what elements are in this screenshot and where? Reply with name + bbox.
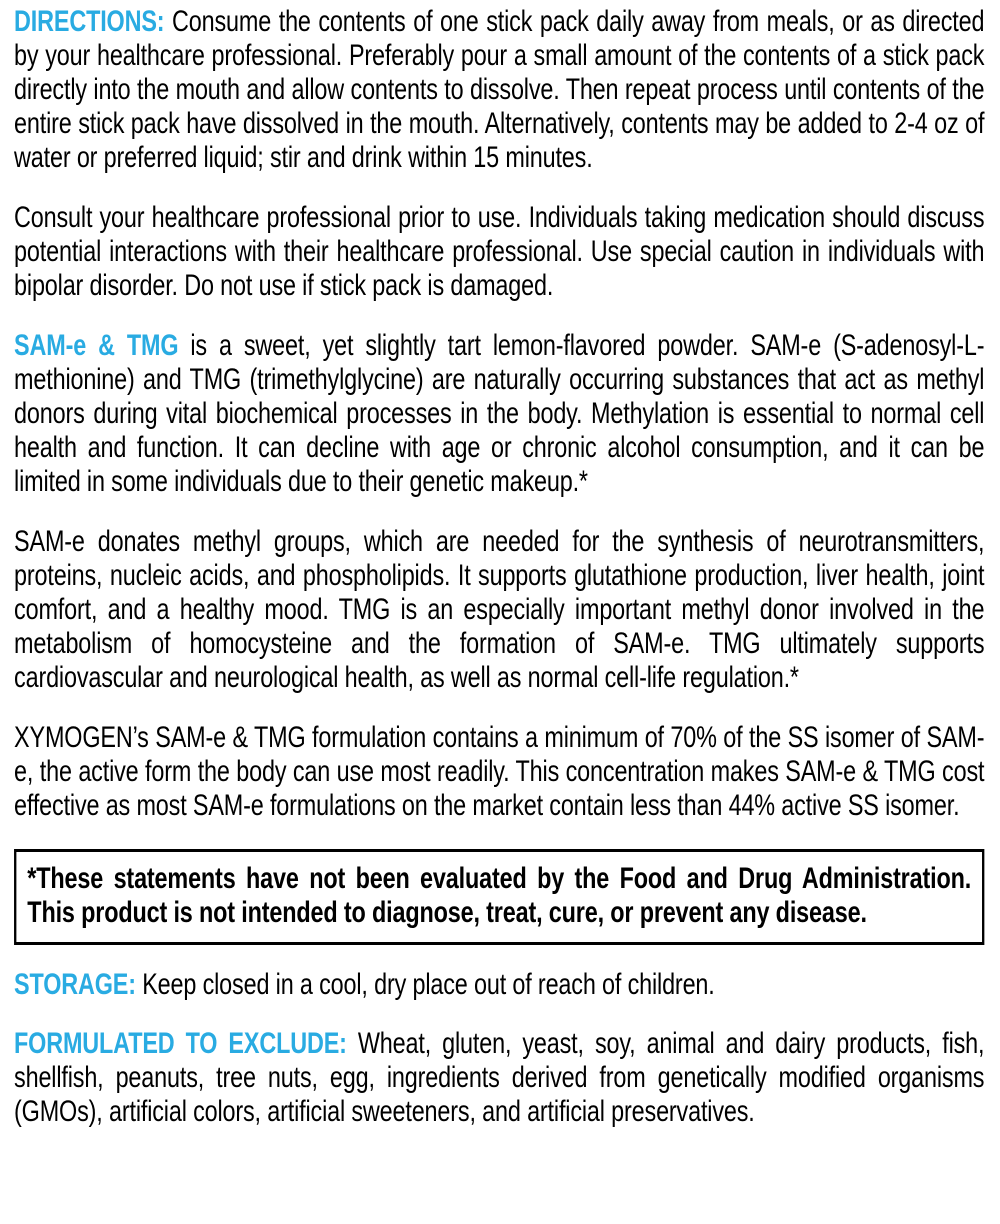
storage-heading: STORAGE: [14, 968, 136, 1001]
formulated-to-exclude-heading: FORMULATED TO EXCLUDE: [14, 1027, 347, 1060]
fda-disclaimer-box [14, 849, 984, 945]
directions-text: Consume the contents of one stick pack daily away from meals, or as directed by your healthcare professional. Preferably pour a small amount of the contents of a stick pack directly into the mouth and allow contents to dissolve. Then repeat process until contents of the entire stick pack have dissolved in the mouth. Alternatively, contents may be added to 2-4 oz of water or preferred liquid; stir and drink within 15 minutes. [14, 5, 985, 174]
product-name-heading: SAM-e & TMG [14, 329, 179, 362]
formulated-to-exclude-text: Wheat, gluten, yeast, soy, animal and dairy products, fish, shellfish, peanuts, tree nuts, egg, ingredients derived from genetically modified organisms (GMOs), artificial colors, artificial sweeteners, and artificial preservatives. [14, 1027, 985, 1128]
product-description-paragraph [14, 329, 984, 499]
storage-text: Keep closed in a cool, dry place out of reach of children. [142, 968, 715, 1001]
consult-paragraph [14, 201, 984, 303]
formulation-text: XYMOGEN’s SAM-e & TMG formulation contains a minimum of 70% of the SS isomer of SAM-e, the active form the body can use most readily. This concentration makes SAM-e & TMG cost effective as most SAM-e formulations on the market contain less than 44% active SS isomer. [14, 721, 985, 822]
formulation-paragraph [14, 721, 984, 823]
same-benefits-paragraph [14, 525, 984, 695]
formulated-to-exclude-paragraph [14, 1027, 984, 1129]
directions-paragraph [14, 5, 984, 175]
same-benefits-text: SAM-e donates methyl groups, which are needed for the synthesis of neurotransmitters, proteins, nucleic acids, and phospholipids. It supports glutathione production, liver health, joint comfort, and a healthy mood. TMG is an especially important methyl donor involved in the metabolism of homocysteine and the formation of SAM-e. TMG ultimately supports cardiovascular and neurological health, as well as normal cell-life regulation.* [14, 525, 985, 694]
fda-disclaimer-text: *These statements have not been evaluated by the Food and Drug Administration. This product is not intended to diagnose, treat, cure, or prevent any disease. [27, 862, 972, 929]
product-description-text: is a sweet, yet slightly tart lemon-flavored powder. SAM-e (S-adenosyl-L-methionine) and TMG (trimethylglycine) are naturally occurring substances that act as methyl donors during vital biochemical processes in the body. Methylation is essential to normal cell health and function. It can decline with age or chronic alcohol consumption, and it can be limited in some individuals due to their genetic makeup.* [14, 329, 985, 498]
directions-heading: DIRECTIONS: [14, 5, 165, 38]
storage-paragraph [14, 968, 984, 1002]
consult-text: Consult your healthcare professional prior to use. Individuals taking medication should discuss potential interactions with their healthcare professional. Use special caution in individuals with bipolar disorder. Do not use if stick pack is damaged. [14, 201, 985, 302]
